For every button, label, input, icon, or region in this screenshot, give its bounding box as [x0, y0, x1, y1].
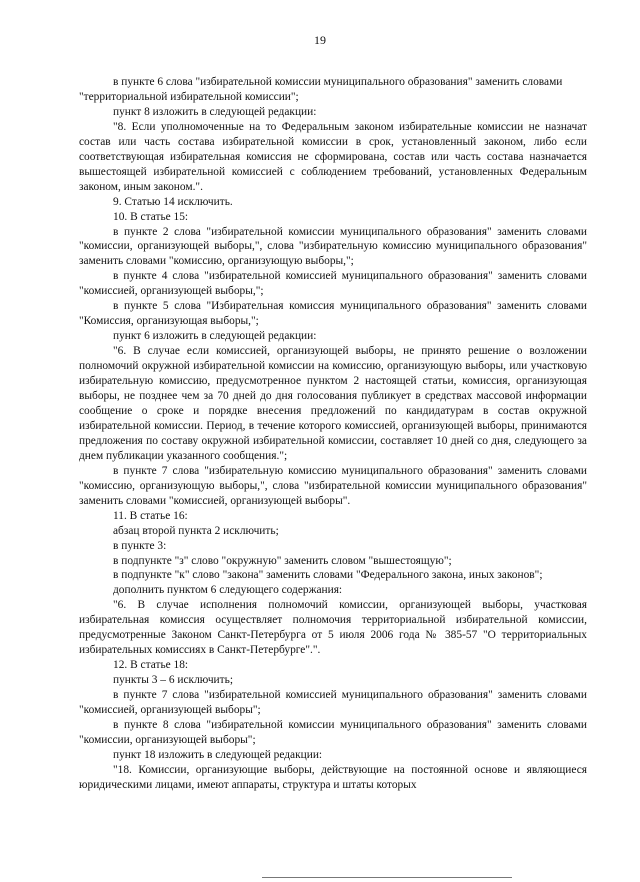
page-number: 19 — [314, 33, 326, 47]
paragraph: абзац второй пункта 2 исключить; — [113, 524, 279, 537]
paragraph: в пункте 7 слова "избирательную комиссию муниципального образования" заменить словами "комиссию, организующую выборы,", слова "избирательной комиссии муниципального образования" заменить словами "комиссией, организующей выборы". — [79, 464, 587, 507]
paragraph: в пункте 3: — [113, 539, 167, 552]
paragraph: пункт 6 изложить в следующей редакции: — [113, 330, 317, 343]
paragraph: 11. В статье 16: — [113, 509, 188, 522]
paragraph: в пункте 8 слова "избирательной комиссии муниципального образования" заменить словами "комиссии, организующей выборы"; — [79, 718, 587, 746]
paragraph: в пункте 7 слова "избирательной комиссией муниципального образования" заменить словами "комиссией, организующей выборы"; — [79, 689, 587, 717]
paragraph: в подпункте "з" слово "окружную" заменить словом "вышестоящую"; — [113, 554, 452, 567]
footer-rule — [262, 877, 512, 878]
paragraph: в пункте 5 слова "Избирательная комиссия муниципального образования" заменить словами "Комиссия, организующая выборы,"; — [79, 300, 587, 328]
document-body — [79, 75, 587, 793]
paragraph: "18. Комиссии, организующие выборы, действующие на постоянной основе и являющиеся юридическими лицами, имеют аппараты, структура и штаты которых — [79, 763, 587, 791]
paragraph: "6. В случае исполнения полномочий комиссии, организующей выборы, участковая избирательная комиссия осуществляет полномочия территориальной избирательной комиссии, предусмотренные Законом Санкт-Петербурга от 5 июля 2006 года № 385-57 "О территориальных избирательных комиссиях в Санкт-Петербурге".". — [79, 599, 587, 657]
paragraph: в пункте 2 слова "избирательной комиссии муниципального образования" заменить словами "комиссии, организующей выборы,", слова "избирательную комиссию муниципального образования" заменить словами "комиссию, организующую выборы,"; — [79, 225, 587, 268]
paragraph: 9. Статью 14 исключить. — [113, 195, 233, 208]
paragraph: 10. В статье 15: — [113, 210, 189, 223]
paragraph: дополнить пунктом 6 следующего содержания: — [113, 584, 343, 597]
paragraph: "6. В случае если комиссией, организующей выборы, не принято решение о возложении полномочий окружной избирательной комиссии на комиссию, организующую выборы, или участковую избирательную комиссию, предусмотренное пунктом 2 настоящей статьи, комиссия, организующая выборы, не позднее чем за 70 дней до дня голосования публикует в средствах массовой информации сообщение о сроке и порядке внесения предложений по кандидатурам в состав окружной избирательной комиссии. Период, в течение которого комиссией, организующей выборы, принимаются предложения по составу окружной избирательной комиссии, составляет 10 дней со дня, следующего за днем публикации указанного сообщения."; — [79, 345, 587, 462]
paragraph: в подпункте "к" слово "закона" заменить словами "Федерального закона, иных законов"; — [113, 569, 543, 582]
paragraph: пункт 18 изложить в следующей редакции: — [113, 748, 323, 761]
paragraph: 12. В статье 18: — [113, 659, 189, 672]
paragraph: "8. Если уполномоченные на то Федеральным законом избирательные комиссии не назначат состав или часть состава избирательной комиссии в срок, установленный законом, либо если соответствующая избирательная комиссия не сформирована, состав или часть состава назначается вышестоящей избирательной комиссией с соблюдением требований, установленных Федеральным законом, иным законом.". — [79, 120, 587, 193]
paragraph: пункт 8 изложить в следующей редакции: — [113, 105, 317, 118]
paragraph: пункты 3 – 6 исключить; — [113, 674, 233, 687]
paragraph: в пункте 4 слова "избирательной комиссией муниципального образования" заменить словами "комиссией, организующей выборы,"; — [79, 270, 587, 298]
paragraph: в пункте 6 слова "избирательной комиссии муниципального образования" заменить словами "территориальной избирательной комиссии"; — [79, 76, 563, 103]
